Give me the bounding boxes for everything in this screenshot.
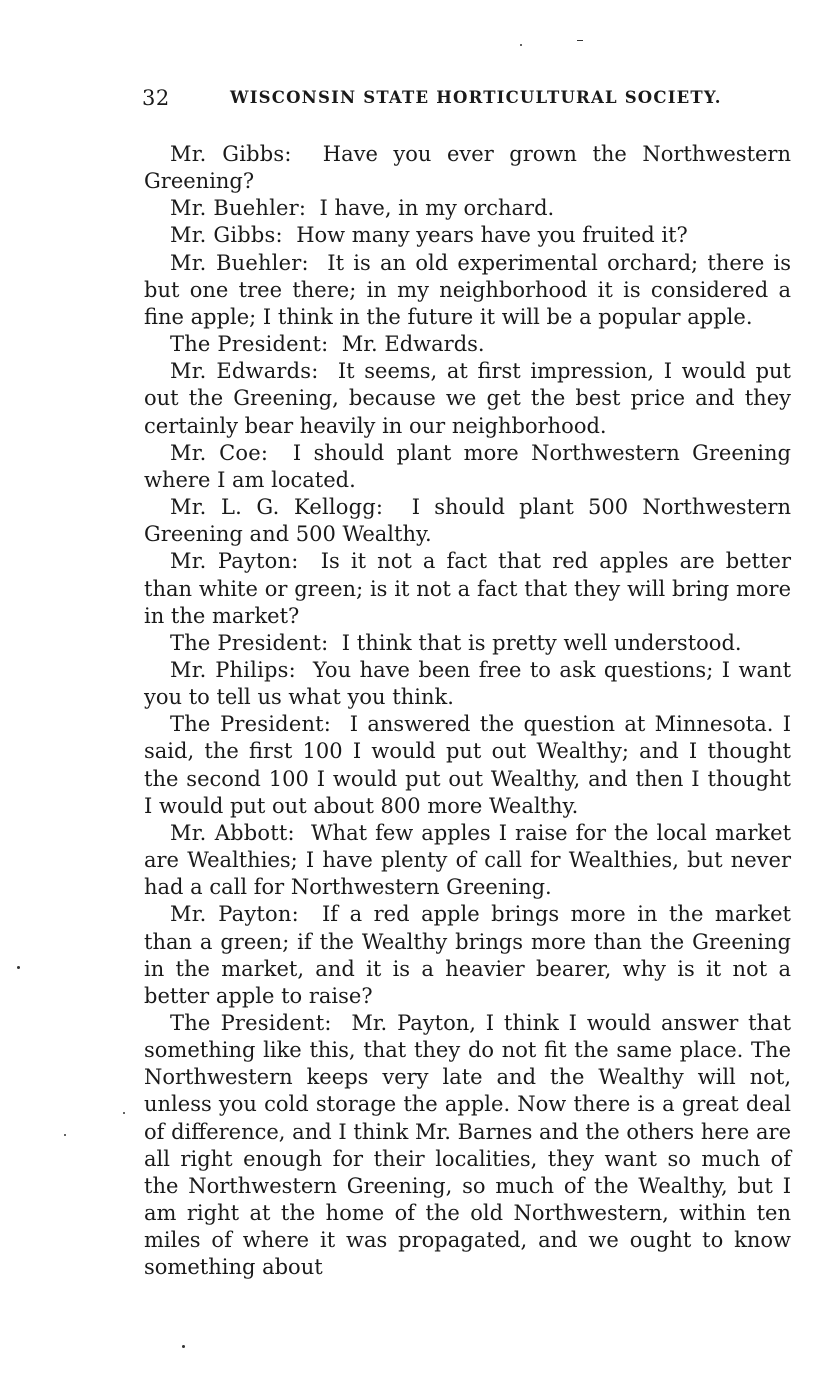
paragraph-text: I think that is pretty well understood. [341, 630, 742, 655]
paragraph [144, 1010, 791, 1282]
paragraph-text: Is it not a fact that red apples are better than white or green; is it not a fact that they will bring more in the market? [144, 549, 791, 628]
paragraph-text: It seems, at first impression, I would put out the Greening, because we get the best price and they certainly bear heavily in our neighborhood. [144, 359, 791, 438]
paragraph [144, 657, 791, 711]
paragraph-text: Have you ever grown the Northwestern Greening? [144, 142, 791, 194]
paragraph-text: Mr. Payton, I think I would answer that something like this, that they do not fit the same place. The Northwestern keeps very late and the Wealthy will not, unless you cold storage the apple. Now there is a great deal of difference, and I think Mr. Barnes and the others here are all right enough for their localities, they want so much of the Northwestern Greening, so much of the Wealthy, but I am right at the home of the old Northwestern, within ten miles of where it was propagated, and we ought to know something about [144, 1011, 792, 1280]
paragraph-text: I have, in my orchard. [319, 196, 555, 221]
running-head: WISCONSIN STATE HORTICULTURAL SOCIETY. [230, 88, 722, 107]
paragraph-text: What few apples I raise for the local market are Wealthies; I have plenty of call for Wealthies, but never had a call for Northwestern Greening. [144, 820, 792, 900]
paragraph-text: I should plant 500 Northwestern Greening and 500 Wealthy. [144, 495, 791, 547]
page-header [142, 86, 792, 112]
speaker-name: Mr. Philips: [170, 657, 296, 682]
speaker-name: Mr. Buehler: [170, 196, 307, 221]
speaker-name: The President: [170, 712, 332, 737]
paragraph-text: It is an old experimental orchard; there is but one tree there; in my neighborhood it is considered a fine apple; I think in the future it will be a popular apple. [144, 250, 792, 329]
scan-speck [123, 1112, 125, 1114]
speaker-name: Mr. L. G. Kellogg: [170, 495, 384, 520]
paragraph [144, 141, 791, 195]
paragraph-text: If a red apple brings more in the market than a green; if the Wealthy brings more than the Greening in the market, and it is a heavier bearer, why is it not a better apple to raise? [144, 902, 791, 1008]
paragraph [144, 820, 791, 901]
paragraph [144, 440, 791, 494]
paragraph [144, 630, 791, 657]
scan-speck [520, 44, 522, 46]
speaker-name: Mr. Payton: [170, 549, 299, 574]
page-number: 32 [142, 86, 170, 110]
speaker-name: The President: [170, 332, 329, 357]
paragraph-text: I answered the question at Minnesota. I said, the first 100 I would put out Wealthy; and I thought the second 100 I would put out Wealthy, and then I thought I would put out about 800 more Wealthy. [144, 712, 792, 818]
speaker-name: Mr. Abbott: [170, 820, 295, 845]
paragraph [144, 331, 791, 358]
speaker-name: The President: [170, 630, 329, 655]
speaker-name: Mr. Payton: [170, 902, 299, 927]
speaker-name: The President: [170, 1011, 332, 1035]
paragraph [144, 711, 791, 820]
speaker-name: Mr. Edwards: [170, 359, 319, 384]
paragraph-text: How many years have you fruited it? [296, 223, 688, 248]
paragraph-text: I should plant more Northwestern Greening where I am located. [144, 440, 791, 492]
scan-speck [17, 966, 20, 969]
paragraph [144, 548, 791, 629]
paragraph [144, 494, 791, 548]
paragraph [144, 250, 791, 331]
paragraph [144, 195, 791, 222]
scan-speck [577, 40, 583, 41]
paragraph [144, 222, 791, 249]
speaker-name: Mr. Gibbs: [170, 223, 283, 248]
speaker-name: Mr. Coe: [170, 440, 269, 465]
body-text [144, 141, 791, 1282]
paragraph-text: You have been free to ask questions; I want you to tell us what you think. [144, 657, 792, 710]
speaker-name: Mr. Buehler: [170, 250, 309, 275]
scan-speck [182, 1345, 185, 1348]
paragraph-text: Mr. Edwards. [341, 332, 485, 357]
paragraph [144, 358, 791, 439]
paragraph [144, 901, 791, 1010]
scan-speck [64, 1134, 66, 1136]
speaker-name: Mr. Gibbs: [170, 142, 292, 166]
